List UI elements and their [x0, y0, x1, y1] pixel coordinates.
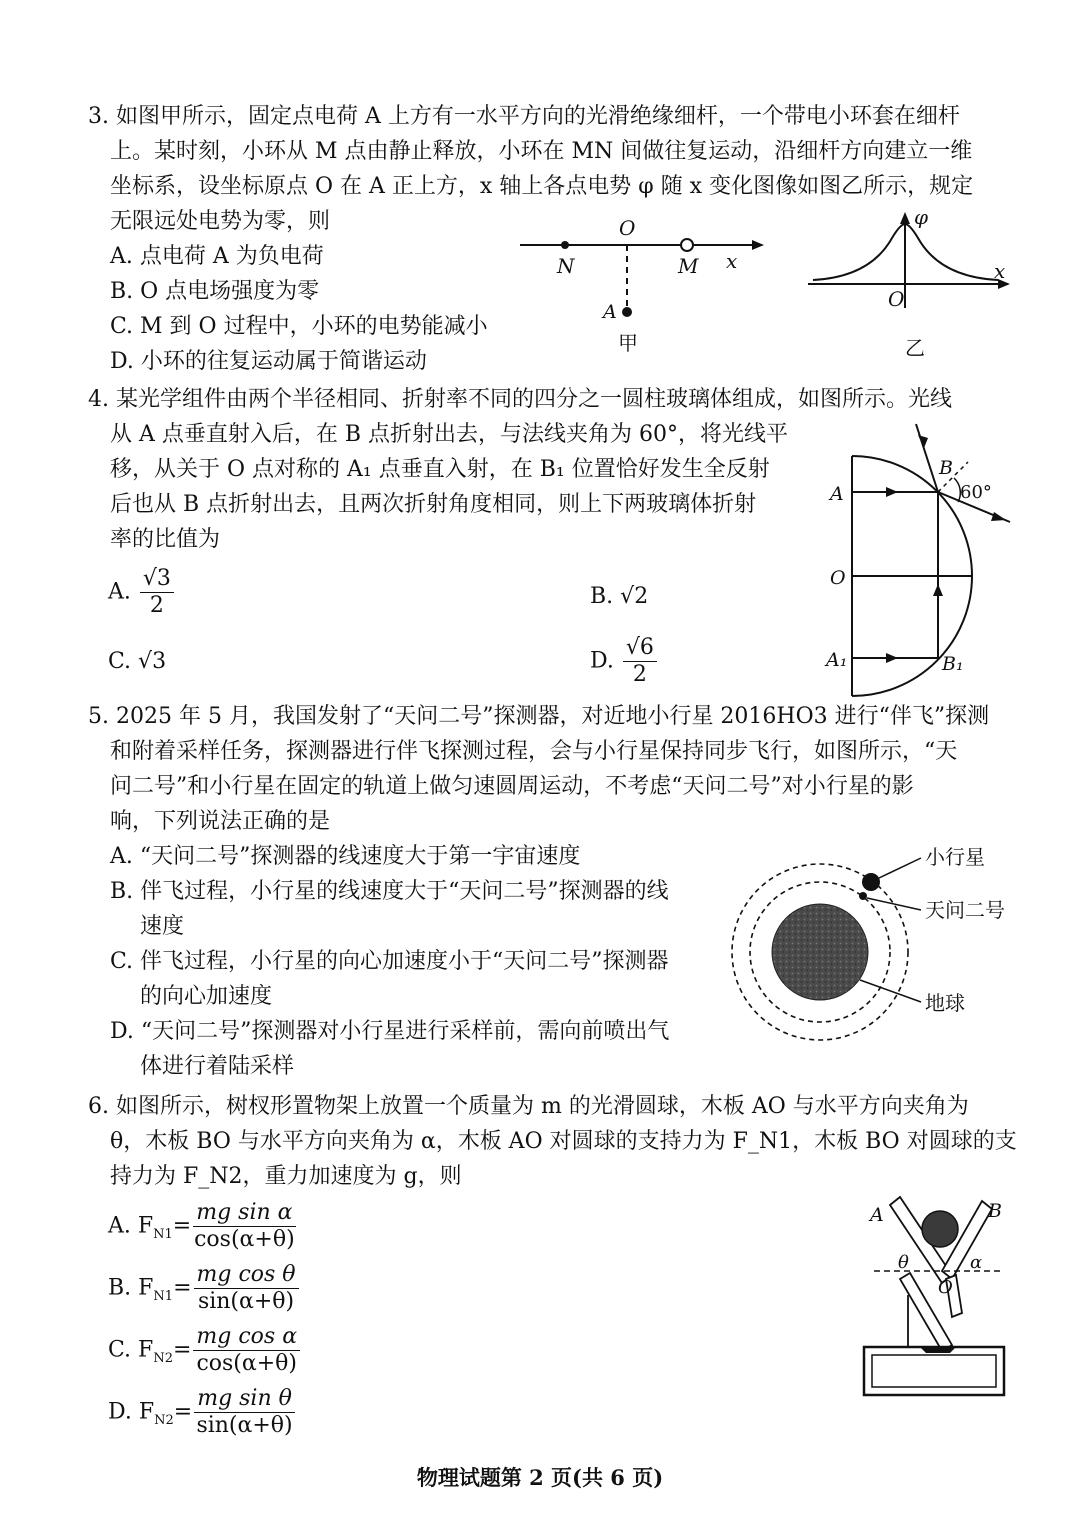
- page-footer: 物理试题第 2 页(共 6 页): [416, 1465, 664, 1490]
- q4-stem-line: 移，从关于 O 点对称的 A₁ 点垂直入射，在 B₁ 位置恰好发生全反射: [110, 457, 770, 482]
- q5-option-c[interactable]: C. 伴飞过程，小行星的向心加速度小于“天问二号”探测器: [110, 949, 669, 974]
- q5-option-b-cont: 速度: [140, 914, 185, 939]
- q4-option-b[interactable]: B. √2: [590, 584, 649, 609]
- q6-figure: [860, 1195, 1020, 1430]
- q4-option-c[interactable]: C. √3: [108, 649, 167, 674]
- probe: [859, 892, 867, 900]
- q4-stem-line: 4. 某光学组件由两个半径相同、折射率不同的四分之一圆柱玻璃体组成，如图所示。光线: [88, 387, 952, 412]
- q3-figure-yi: [808, 205, 1018, 360]
- label-b1: B₁: [942, 653, 964, 675]
- q3-stem-line: 3. 如图甲所示，固定点电荷 A 上方有一水平方向的光滑绝缘细杆，一个带电小环套在细杆: [88, 104, 960, 129]
- label-a: A: [603, 301, 617, 323]
- q5-stem-line: 5. 2025 年 5 月，我国发射了“天问二号”探测器，对近地小行星 2016HO3 进行“伴飞”探测: [88, 704, 990, 729]
- label-earth: 地球: [925, 991, 965, 1015]
- q5-stem-line: 和附着采样任务，探测器进行伴飞探测过程，会与小行星保持同步飞行，如图所示，“天: [110, 739, 958, 764]
- label-b: B: [988, 1200, 1002, 1222]
- label-x: x: [994, 259, 1006, 283]
- q6-stem-line: 持力为 F_N2，重力加速度为 g，则: [110, 1164, 462, 1189]
- q6-option-a[interactable]: A. $F_{N1}=$ $\frac{\text{mg sin α}}{\cos(\alpha+\theta)}$: [108, 1200, 295, 1252]
- q5-option-d[interactable]: D. “天问二号”探测器对小行星进行采样前，需向前喷出气: [110, 1019, 670, 1044]
- label-alpha: α: [970, 1252, 983, 1273]
- label-o: O: [938, 1277, 953, 1298]
- label-probe: 天问二号: [925, 898, 1005, 922]
- q4-stem-line: 从 A 点垂直射入后，在 B 点折射出去，与法线夹角为 60°，将光线平: [110, 422, 789, 447]
- q5-stem-line: 响，下列说法正确的是: [110, 809, 331, 834]
- caption-yi: 乙: [905, 336, 925, 360]
- q6-option-d[interactable]: D. $F_{N2}=$ $\frac{\text{mg sin θ}}{\sin(\alpha+\theta)}$: [108, 1386, 297, 1439]
- q6-option-b[interactable]: B. $F_{N1}=$ $\frac{\text{mg cos θ}}{\sin(\alpha+\theta)}$: [108, 1262, 301, 1315]
- q3-option-c[interactable]: C. M 到 O 过程中，小环的电势能减小: [110, 314, 488, 339]
- asteroid: [862, 873, 880, 891]
- label-a1: A₁: [826, 649, 848, 671]
- label-asteroid: 小行星: [925, 845, 985, 869]
- q6-option-c[interactable]: C. $F_{N2}=$ $\frac{\text{mg cos α}}{\cos(\alpha+\theta)}$: [108, 1324, 302, 1377]
- caption-jia: 甲: [618, 331, 638, 355]
- label-b: B: [939, 457, 953, 479]
- charge-a: [622, 307, 632, 317]
- label-o: O: [888, 287, 905, 311]
- ball: [922, 1211, 958, 1247]
- q4-stem-line: 后也从 B 点折射出去，且两次折射角度相同，则上下两玻璃体折射: [110, 492, 757, 517]
- label-m: M: [678, 254, 699, 278]
- q4-option-d[interactable]: D. $\frac{√6}{2}$: [590, 635, 659, 688]
- q5-option-c-cont: 的向心加速度: [140, 984, 273, 1009]
- q5-option-d-cont: 体进行着陆采样: [140, 1054, 295, 1079]
- q3-option-a[interactable]: A. 点电荷 A 为负电荷: [110, 244, 324, 269]
- label-a: A: [870, 1204, 884, 1226]
- q5-option-a[interactable]: A. “天问二号”探测器的线速度大于第一宇宙速度: [110, 844, 581, 869]
- q5-stem-line: 问二号”和小行星在固定的轨道上做匀速圆周运动，不考虑“天问二号”对小行星的影: [110, 774, 914, 799]
- label-o: O: [619, 216, 636, 240]
- base: [864, 1347, 1004, 1395]
- q5-figure: [725, 840, 1015, 1080]
- earth: [772, 904, 868, 1000]
- label-x: x: [726, 249, 738, 273]
- q6-stem-line: θ，木板 BO 与水平方向夹角为 α，木板 AO 对圆球的支持力为 F_N1，木板 BO 对圆球的支: [110, 1129, 1017, 1154]
- label-theta: θ: [898, 1252, 909, 1273]
- q3-option-b[interactable]: B. O 点电场强度为零: [110, 279, 320, 304]
- q4-figure: [820, 418, 1020, 703]
- label-a: A: [830, 483, 844, 505]
- q3-stem-line: 坐标系，设坐标原点 O 在 A 正上方，x 轴上各点电势 φ 随 x 变化图像如图乙所示，规定: [110, 174, 974, 199]
- q4-stem-line: 率的比值为: [110, 527, 221, 552]
- q3-figure-jia: [520, 210, 780, 360]
- point-n: [561, 241, 569, 249]
- q3-stem-line: 上。某时刻，小环从 M 点由静止释放，小环在 MN 间做往复运动，沿细杆方向建立一维: [110, 139, 973, 164]
- label-n: N: [557, 254, 575, 278]
- q6-stem-line: 6. 如图所示，树杈形置物架上放置一个质量为 m 的光滑圆球，木板 AO 与水平方向夹角为: [88, 1094, 969, 1119]
- q3-option-d[interactable]: D. 小环的往复运动属于简谐运动: [110, 349, 427, 374]
- label-o: O: [830, 567, 846, 589]
- ring-m: [681, 239, 693, 251]
- q3-stem-line: 无限远处电势为零，则: [110, 209, 331, 234]
- q5-option-b[interactable]: B. 伴飞过程，小行星的线速度大于“天问二号”探测器的线: [110, 879, 669, 904]
- label-angle: 60°: [960, 482, 992, 503]
- label-phi: φ: [914, 205, 929, 229]
- q4-option-a[interactable]: A. $\frac{√3}{2}$: [108, 566, 176, 619]
